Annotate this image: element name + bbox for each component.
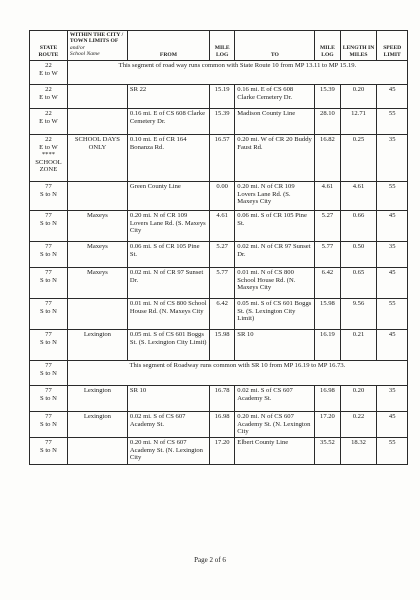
cell-within-limits: SCHOOL DAYS ONLY (67, 135, 127, 182)
cell-mile-log-from: 4.61 (210, 211, 235, 242)
header-length: LENGTH IN MILES (340, 31, 377, 61)
cell-state-route (30, 135, 68, 182)
route-line: S to N (40, 219, 57, 227)
route-line: S to N (40, 446, 57, 454)
cell-mile-log-to: 5.27 (315, 211, 340, 242)
table-row (30, 299, 408, 330)
cell-from: 0.06 mi. S of CR 105 Pine St. (127, 242, 209, 268)
route-line: 77 (45, 413, 52, 420)
cell-within-limits: Lexington (67, 330, 127, 361)
route-line: 77 (45, 331, 52, 338)
cell-mile-log-to: 28.10 (315, 109, 340, 135)
cell-length: 0.66 (340, 211, 377, 242)
table-row (30, 386, 408, 412)
cell-to: 0.20 mi. W of CR 20 Buddy Faust Rd. (235, 135, 315, 182)
route-line: ZONE (39, 166, 58, 174)
cell-mile-log-from: 16.78 (210, 386, 235, 412)
cell-to: 0.02 mi. N of CR 97 Sunset Dr. (235, 242, 315, 268)
header-within-andor: and/or (69, 44, 85, 51)
cell-speed-limit: 35 (377, 135, 408, 182)
cell-state-route (30, 299, 68, 330)
route-line: 77 (45, 362, 52, 369)
table-note-row (30, 61, 408, 85)
cell-mile-log-to: 4.61 (315, 182, 340, 211)
cell-state-route (30, 242, 68, 268)
cell-length: 9.56 (340, 299, 377, 330)
cell-to: 0.16 mi. E of CS 608 Clarke Cemetery Dr. (235, 85, 315, 109)
table-body (30, 61, 408, 465)
cell-to: SR 10 (235, 330, 315, 361)
cell-length: 0.20 (340, 85, 377, 109)
route-line: S to N (40, 394, 57, 402)
cell-speed-limit: 55 (377, 438, 408, 465)
cell-mile-log-from: 0.00 (210, 182, 235, 211)
table-row (30, 211, 408, 242)
cell-state-route (30, 85, 68, 109)
route-line: 77 (45, 439, 52, 446)
cell-to: 0.20 mi. N of CS 607 Academy St. (N. Lexington City (235, 412, 315, 438)
cell-from: 0.01 mi. N of CS 800 School House Rd. (N. Maxeys City (127, 299, 209, 330)
cell-speed-limit: 45 (377, 330, 408, 361)
cell-mile-log-from: 15.39 (210, 109, 235, 135)
cell-length: 0.65 (340, 268, 377, 299)
cell-speed-limit: 55 (377, 182, 408, 211)
cell-mile-log-to: 16.98 (315, 386, 340, 412)
cell-from: 0.20 mi. N of CR 109 Lovers Lane Rd. (S. Maxeys City (127, 211, 209, 242)
table-row (30, 242, 408, 268)
cell-mile-log-from: 5.27 (210, 242, 235, 268)
cell-mile-log-from: 16.98 (210, 412, 235, 438)
cell-mile-log-to: 15.98 (315, 299, 340, 330)
header-mile-log-to: MILE LOG (315, 31, 340, 61)
cell-mile-log-to: 35.52 (315, 438, 340, 465)
cell-state-route (30, 211, 68, 242)
cell-segment-note: This segment of Roadway runs common with SR 10 from MP 16.19 to MP 16.73. (67, 361, 407, 386)
cell-from: 0.20 mi. N of CS 607 Academy St. (N. Lexington City (127, 438, 209, 465)
cell-state-route (30, 268, 68, 299)
cell-speed-limit: 35 (377, 386, 408, 412)
header-within-limits (67, 31, 127, 61)
route-line: SCHOOL (35, 158, 62, 166)
table-note-row (30, 361, 408, 386)
table-row (30, 182, 408, 211)
table-row (30, 412, 408, 438)
cell-mile-log-to: 16.82 (315, 135, 340, 182)
cell-mile-log-from: 17.20 (210, 438, 235, 465)
route-line: 77 (45, 269, 52, 276)
cell-state-route (30, 361, 68, 386)
cell-within-limits: Lexington (67, 386, 127, 412)
route-line: 77 (45, 300, 52, 307)
cell-segment-note: This segment of road way runs common with State Route 10 from MP 13.11 to MP 15.19. (67, 61, 407, 85)
route-line: 22 (45, 110, 52, 117)
cell-state-route (30, 438, 68, 465)
route-line: S to N (40, 420, 57, 428)
cell-state-route (30, 386, 68, 412)
route-line: E to W (39, 143, 58, 151)
route-line: S to N (40, 307, 57, 315)
cell-speed-limit: 45 (377, 85, 408, 109)
cell-from: 0.02 mi. N of CR 97 Sunset Dr. (127, 268, 209, 299)
cell-state-route (30, 412, 68, 438)
cell-from: 0.02 mi. S of CS 607 Academy St. (127, 412, 209, 438)
route-line: 22 (45, 86, 52, 93)
cell-state-route (30, 109, 68, 135)
cell-to: Elbert County Line (235, 438, 315, 465)
header-state-route: STATE ROUTE (30, 31, 68, 61)
header-within-school: School Name (69, 51, 100, 58)
cell-from: Green County Line (127, 182, 209, 211)
route-line: S to N (40, 190, 57, 198)
cell-mile-log-from: 15.19 (210, 85, 235, 109)
cell-within-limits (67, 182, 127, 211)
cell-from: SR 10 (127, 386, 209, 412)
route-line: 77 (45, 212, 52, 219)
cell-within-limits: Maxeys (67, 268, 127, 299)
cell-length: 4.61 (340, 182, 377, 211)
route-line: S to N (40, 338, 57, 346)
cell-to: 0.05 mi. S of CS 601 Boggs St. (S. Lexington City Limit) (235, 299, 315, 330)
route-line: 77 (45, 183, 52, 190)
cell-state-route (30, 182, 68, 211)
page-number: Page 2 of 6 (194, 556, 226, 564)
header-row (30, 31, 408, 61)
cell-within-limits (67, 109, 127, 135)
cell-to: 0.02 mi. S of CS 607 Academy St. (235, 386, 315, 412)
cell-length: 0.21 (340, 330, 377, 361)
cell-length: 0.50 (340, 242, 377, 268)
header-mile-log-from: MILE LOG (210, 31, 235, 61)
table-row (30, 109, 408, 135)
route-line: E to W (39, 117, 58, 125)
cell-state-route (30, 330, 68, 361)
table-row (30, 330, 408, 361)
route-line: 22 (45, 136, 52, 143)
cell-speed-limit: 55 (377, 109, 408, 135)
cell-speed-limit: 45 (377, 412, 408, 438)
cell-length: 0.25 (340, 135, 377, 182)
cell-within-limits (67, 299, 127, 330)
speed-limit-table (29, 30, 408, 465)
cell-mile-log-from: 16.57 (210, 135, 235, 182)
table-row (30, 135, 408, 182)
route-line: S to N (40, 369, 57, 377)
cell-within-limits: Maxeys (67, 242, 127, 268)
table-row (30, 268, 408, 299)
cell-length: 0.20 (340, 386, 377, 412)
cell-within-limits (67, 85, 127, 109)
cell-to: 0.06 mi. S of CR 105 Pine St. (235, 211, 315, 242)
cell-length: 18.32 (340, 438, 377, 465)
cell-within-limits: Maxeys (67, 211, 127, 242)
cell-from: 0.10 mi. E of CR 164 Bonanza Rd. (127, 135, 209, 182)
cell-mile-log-to: 16.19 (315, 330, 340, 361)
route-line: 77 (45, 243, 52, 250)
cell-to: 0.20 mi. N of CR 109 Lovers Lane Rd. (S. Maxeys City (235, 182, 315, 211)
cell-speed-limit: 35 (377, 242, 408, 268)
cell-within-limits (67, 438, 127, 465)
cell-within-limits: Lexington (67, 412, 127, 438)
cell-to: 0.01 mi. N of CS 800 School House Rd. (N. Maxeys City (235, 268, 315, 299)
cell-to: Madison County Line (235, 109, 315, 135)
table-row (30, 85, 408, 109)
cell-mile-log-to: 6.42 (315, 268, 340, 299)
route-line: 22 (45, 62, 52, 69)
cell-speed-limit: 45 (377, 268, 408, 299)
cell-from: 0.16 mi. E of CS 608 Clarke Cemetery Dr. (127, 109, 209, 135)
cell-length: 12.71 (340, 109, 377, 135)
cell-state-route (30, 61, 68, 85)
route-line: S to N (40, 276, 57, 284)
cell-from: 0.05 mi. S of CS 601 Boggs St. (S. Lexington City Limit) (127, 330, 209, 361)
cell-mile-log-to: 5.77 (315, 242, 340, 268)
route-line: **** (41, 151, 56, 159)
route-line: S to N (40, 250, 57, 258)
cell-mile-log-to: 15.39 (315, 85, 340, 109)
header-speed-limit: SPEED LIMIT (377, 31, 408, 61)
header-within-label: WITHIN THE CITY / TOWN LIMITS OF (69, 32, 124, 45)
table-row (30, 438, 408, 465)
cell-mile-log-from: 15.98 (210, 330, 235, 361)
header-from: FROM (127, 31, 209, 61)
cell-length: 0.22 (340, 412, 377, 438)
cell-speed-limit: 45 (377, 211, 408, 242)
route-line: E to W (39, 69, 58, 77)
cell-mile-log-from: 6.42 (210, 299, 235, 330)
cell-from: SR 22 (127, 85, 209, 109)
route-line: 77 (45, 387, 52, 394)
cell-mile-log-from: 5.77 (210, 268, 235, 299)
cell-speed-limit: 55 (377, 299, 408, 330)
route-line: E to W (39, 93, 58, 101)
header-to: TO (235, 31, 315, 61)
cell-mile-log-to: 17.20 (315, 412, 340, 438)
